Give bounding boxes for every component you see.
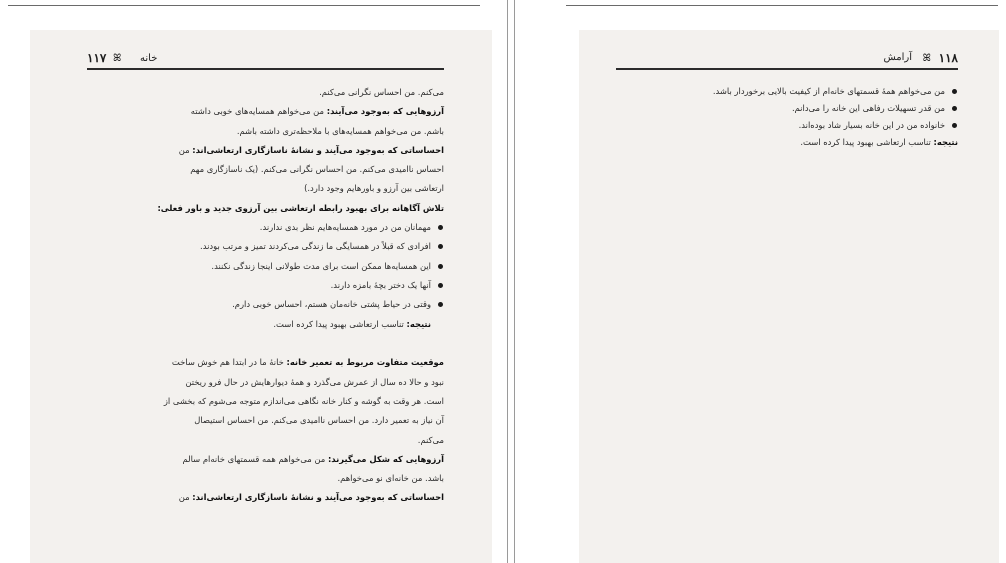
bullet-item — [88, 295, 444, 314]
bullet-text: مهمانان من در مورد همسایه‌هایم نظر بدی ندارند. — [259, 222, 431, 233]
line-text: باشد. من خانه‌ای نو می‌خواهم. — [337, 473, 444, 484]
bullet-item — [608, 100, 958, 117]
line-text: احساس ناامیدی می‌کنم. من احساس نگرانی می‌کنم. (یک ناسازگاری مهم — [190, 164, 444, 175]
text-line — [88, 488, 444, 507]
line-text: خانهٔ ما در ابتدا هم خوش ساخت — [171, 357, 287, 368]
bold-lead: آرزوهایی که به‌وجود می‌آیند: — [326, 106, 444, 117]
header-rule — [87, 68, 444, 70]
text-line — [88, 450, 444, 469]
line-text: من می‌خواهم همه قسمتهای خانه‌ام سالم — [182, 453, 328, 464]
bullet-icon — [438, 264, 443, 269]
bullet-text: خانواده من در این خانه بسیار شاد بوده‌اند. — [798, 120, 945, 130]
bold-lead: موقعیت متفاوت مربوط به تعمیر خانه: — [286, 357, 444, 368]
bold-lead: نتیجه: — [933, 137, 958, 147]
line-text: باشم. من می‌خواهم همسایه‌های با ملاحظه‌تری داشته باشم. — [236, 125, 444, 136]
line-text: می‌کنم. — [417, 434, 444, 445]
right-page-body — [608, 83, 958, 151]
ornament-icon: ꕤ — [113, 53, 122, 64]
left-page — [30, 30, 492, 563]
bullet-text: این همسایه‌ها ممکن است برای مدت طولانی اینجا زندگی نکنند. — [211, 260, 431, 271]
text-line — [88, 411, 444, 430]
line-text: آن نیاز به تعمیر دارد. من احساس ناامیدی می‌کنم. من احساس استیصال — [194, 415, 444, 426]
ornament-icon: ꕤ — [922, 53, 931, 64]
text-line — [88, 469, 444, 488]
bullet-text: آنها یک دختر بچهٔ بامزه دارند. — [330, 279, 431, 290]
header-rule — [616, 68, 958, 70]
text-line — [88, 83, 444, 102]
line-text: است. هر وقت به گوشه و کنار خانه نگاهی می‌اندازم متوجه می‌شوم که بخشی از — [163, 395, 444, 406]
line-text: من — [178, 492, 193, 503]
text-line — [88, 199, 444, 218]
text-line — [88, 102, 444, 121]
text-line — [88, 160, 444, 179]
line-text: من می‌خواهم همسایه‌های خوبی داشته — [190, 106, 327, 117]
paragraph-gap — [88, 334, 444, 354]
page-divider-right — [514, 0, 515, 563]
bold-lead: احساساتی که به‌وجود می‌آیند و نشانهٔ ناسازگاری ارتعاشی‌اند: — [192, 492, 444, 503]
right-page-top-edge — [566, 5, 998, 6]
line-text: نبود و حالا ده سال از عمرش می‌گذرد و همهٔ دیوارهایش در حال فرو ریختن — [185, 376, 444, 387]
running-title: آرامش — [883, 52, 912, 63]
bullet-text: افرادی که قبلاً در همسایگی ما زندگی می‌کردند تمیز و مرتب بودند. — [200, 241, 431, 252]
text-line — [88, 392, 444, 411]
bullet-icon — [438, 225, 443, 230]
bold-heading: تلاش آگاهانه برای بهبود رابطه ارتعاشی بین آرزوی جدید و باور فعلی: — [157, 202, 444, 213]
line-text: من — [178, 144, 193, 155]
line-text: ارتعاشی بین آرزو و باورهایم وجود دارد.) — [304, 183, 444, 194]
bold-lead: آرزوهایی که شکل می‌گیرند: — [327, 453, 444, 464]
bullet-text: وقتی در حیاط پشتی خانه‌مان هستم، احساس خوبی دارم. — [232, 299, 431, 310]
bullet-item — [88, 218, 444, 237]
bullet-icon — [952, 123, 957, 128]
bullet-icon — [438, 302, 443, 307]
bullet-item — [88, 237, 444, 256]
page-number: ۱۱۷ — [87, 51, 107, 65]
line-text: تناسب ارتعاشی بهبود پیدا کرده است. — [800, 137, 934, 147]
text-line — [88, 122, 444, 141]
text-line — [88, 431, 444, 450]
bullet-text: من قدر تسهیلات رفاهی این خانه را می‌دانم. — [791, 103, 945, 113]
page-divider-left — [507, 0, 508, 563]
bullet-icon — [952, 106, 957, 111]
line-text: تناسب ارتعاشی بهبود پیدا کرده است. — [273, 318, 407, 329]
bullet-item — [88, 276, 444, 295]
bullet-item — [608, 117, 958, 134]
bold-lead: نتیجه: — [406, 318, 431, 329]
bullet-icon — [438, 283, 443, 288]
bullet-icon — [952, 89, 957, 94]
text-line — [88, 315, 444, 334]
running-title: خانه — [140, 53, 158, 64]
bullet-text: من می‌خواهم همهٔ قسمتهای خانه‌ام از کیفیت بالایی برخوردار باشد. — [712, 86, 945, 96]
right-page — [579, 30, 999, 563]
bullet-icon — [438, 244, 443, 249]
text-line — [88, 141, 444, 160]
page-number: ۱۱۸ — [938, 51, 958, 65]
bullet-item — [88, 257, 444, 276]
text-line — [88, 373, 444, 392]
text-line — [88, 179, 444, 198]
line-text: می‌کنم. من احساس نگرانی می‌کنم. — [319, 87, 444, 97]
text-line — [88, 353, 444, 372]
bullet-item — [608, 83, 958, 100]
left-page-body — [88, 83, 444, 508]
left-page-top-edge — [8, 5, 480, 6]
bold-lead: احساساتی که به‌وجود می‌آیند و نشانهٔ ناسازگاری ارتعاشی‌اند: — [192, 144, 444, 155]
text-line — [608, 134, 958, 151]
